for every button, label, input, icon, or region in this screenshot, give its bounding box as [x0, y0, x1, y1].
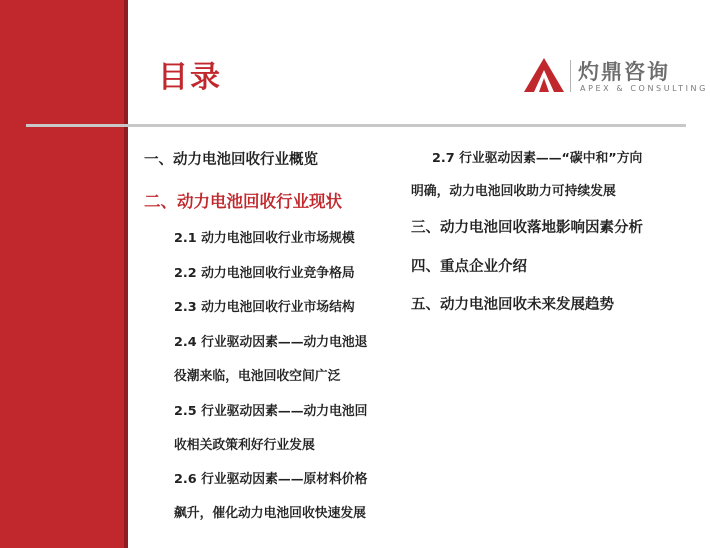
- toc-subitem-2-7[interactable]: 2.7 行业驱动因素——“碳中和”方向: [432, 151, 643, 166]
- side-color-band: [0, 0, 124, 548]
- logo-name-en: APEX & CONSULTING: [580, 84, 708, 93]
- toc-item-2-active[interactable]: 二、动力电池回收行业现状: [144, 192, 342, 211]
- toc-subitem-2-3[interactable]: 2.3 动力电池回收行业市场结构: [174, 300, 355, 315]
- side-band-edge: [124, 0, 128, 548]
- toc-item-5[interactable]: 五、动力电池回收未来发展趋势: [411, 297, 614, 313]
- toc-subitem-2-7-cont[interactable]: 明确，动力电池回收助力可持续发展: [411, 184, 616, 199]
- toc-subitem-2-2[interactable]: 2.2 动力电池回收行业竞争格局: [174, 266, 355, 281]
- logo-name-cn: 灼鼎咨询: [578, 60, 670, 84]
- toc-item-4[interactable]: 四、重点企业介绍: [411, 259, 527, 275]
- toc-subitem-2-6[interactable]: 2.6 行业驱动因素——原材料价格: [174, 472, 368, 487]
- apex-logo-icon: [524, 58, 564, 92]
- toc-subitem-2-6-cont[interactable]: 飙升，催化动力电池回收快速发展: [174, 506, 366, 521]
- company-logo: [524, 56, 708, 98]
- logo-divider: [570, 60, 571, 92]
- toc-subitem-2-1[interactable]: 2.1 动力电池回收行业市场规模: [174, 231, 355, 246]
- toc-subitem-2-4-cont[interactable]: 役潮来临，电池回收空间广泛: [174, 369, 341, 384]
- toc-item-1[interactable]: 一、动力电池回收行业概览: [144, 152, 318, 168]
- header-divider: [26, 124, 686, 127]
- toc-subitem-2-5[interactable]: 2.5 行业驱动因素——动力电池回: [174, 404, 368, 419]
- toc-subitem-2-4[interactable]: 2.4 行业驱动因素——动力电池退: [174, 335, 368, 350]
- toc-item-3[interactable]: 三、动力电池回收落地影响因素分析: [411, 220, 643, 236]
- toc-subitem-2-5-cont[interactable]: 收相关政策利好行业发展: [174, 438, 315, 453]
- page-title: 目录: [158, 60, 222, 95]
